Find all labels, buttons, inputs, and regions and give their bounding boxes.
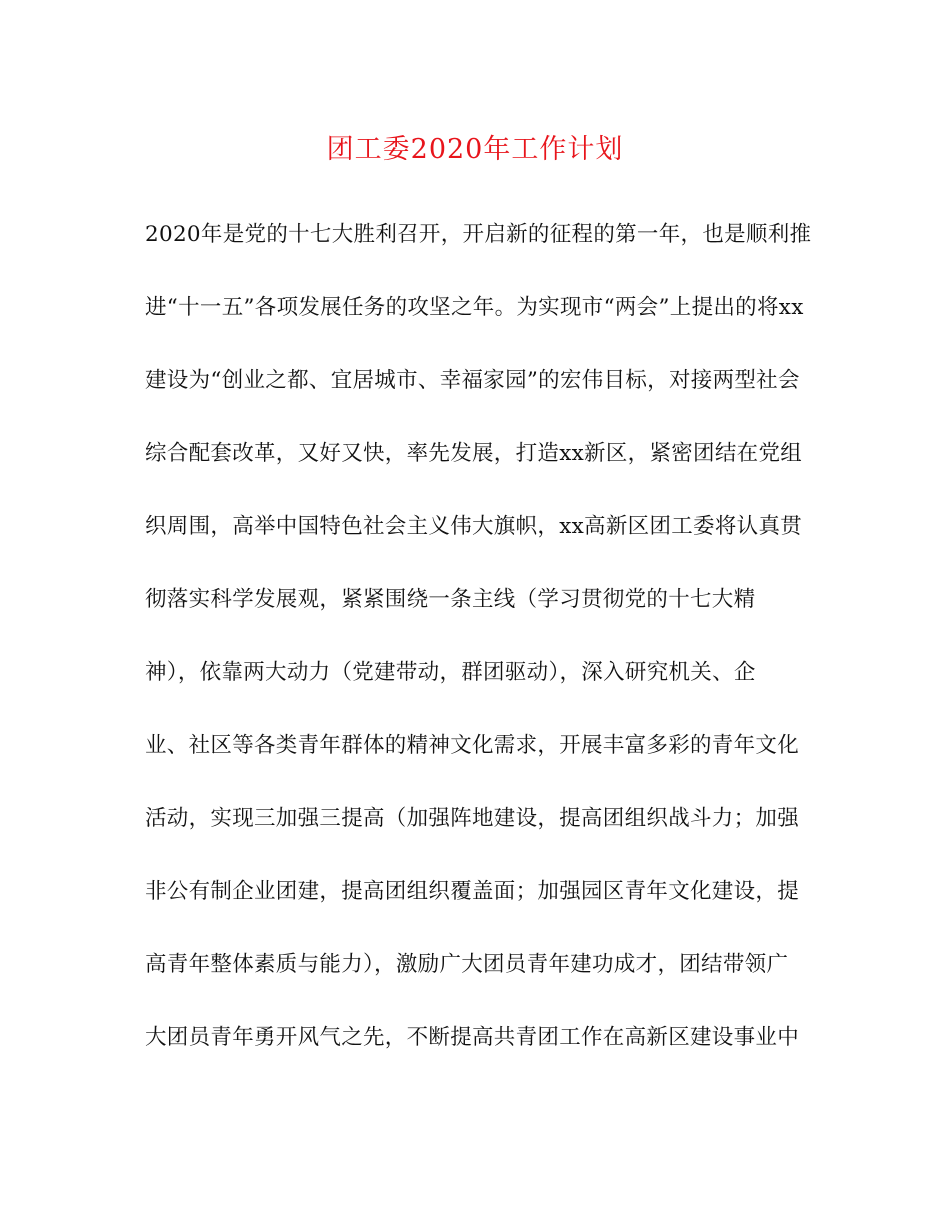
body-line: 神），依靠两大动力（党建带动，群团驱动），深入研究机关、企 xyxy=(145,660,756,685)
body-line: 高青年整体素质与能力），激励广大团员青年建功成才，团结带领广 xyxy=(145,952,789,977)
body-line: 建设为“创业之都、宜居城市、幸福家园”的宏伟目标，对接两型社会 xyxy=(145,368,800,393)
document-body xyxy=(145,213,825,1089)
document-title: 团工委2020年工作计划 xyxy=(326,134,624,165)
body-line: 进“十一五”各项发展任务的攻坚之年。为实现市“两会”上提出的将xx xyxy=(145,295,804,320)
body-line: 活动，实现三加强三提高（加强阵地建设，提高团组织战斗力；加强 xyxy=(145,806,800,831)
body-line: 彻落实科学发展观，紧紧围绕一条主线（学习贯彻党的十七大精 xyxy=(145,587,756,612)
body-line: 大团员青年勇开风气之先，不断提高共青团工作在高新区建设事业中 xyxy=(145,1025,800,1050)
body-line: 业、社区等各类青年群体的精神文化需求，开展丰富多彩的青年文化 xyxy=(145,733,800,758)
body-line: 2020年是党的十七大胜利召开，开启新的征程的第一年，也是顺利推 xyxy=(145,222,812,247)
body-line: 织周围，高举中国特色社会主义伟大旗帜，xx高新区团工委将认真贯 xyxy=(145,514,803,539)
body-line: 非公有制企业团建，提高团组织覆盖面；加强园区青年文化建设，提 xyxy=(145,879,800,904)
body-line: 综合配套改革，又好又快，率先发展，打造xx新区，紧密团结在党组 xyxy=(145,441,803,466)
